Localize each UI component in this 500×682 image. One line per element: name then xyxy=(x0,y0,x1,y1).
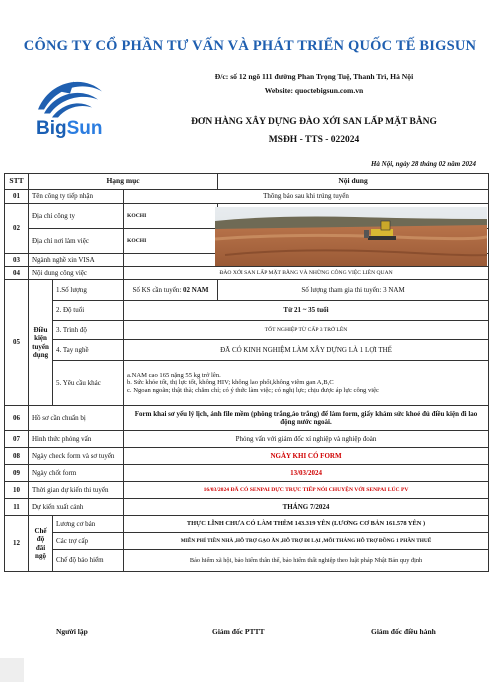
row-item: Ngày chốt form xyxy=(29,465,124,482)
row-value: NGÀY KHI CÓ FORM xyxy=(124,448,489,465)
row-number: 06 xyxy=(5,406,29,431)
row-value: MIỄN PHÍ TIỀN NHÀ ,HỖ TRỢ GẠO ĂN ,HỖ TRỢ ĐI LẠI ,MỖI THÁNG HỖ TRỢ ĐỒNG 1 PHẦN THUẾ xyxy=(124,533,489,550)
row-item: Dự kiến xuất cảnh xyxy=(29,499,124,516)
row-value: Thông báo sau khi trúng tuyển xyxy=(124,190,489,204)
row-item: Nội dung công việc xyxy=(29,267,124,280)
row-value: 13/03/2024 xyxy=(124,465,489,482)
company-website: Website: quoctebigsun.com.vn xyxy=(264,86,364,95)
row-item: Ngày check form và sơ tuyển xyxy=(29,448,124,465)
requirement-line: b. Sức khỏe tốt, thị lực tốt, không HIV; không lao phổi,không viêm gan A,B,C xyxy=(127,379,334,387)
group-label: Chế độ đãi ngộ xyxy=(29,516,53,572)
row-number: 12 xyxy=(5,516,29,572)
sub-item: 1.Số lượng xyxy=(53,280,124,301)
row-number: 08 xyxy=(5,448,29,465)
row-number: 05 xyxy=(5,280,29,406)
header-stt: STT xyxy=(5,174,29,190)
sub-item: Lương cơ bản xyxy=(53,516,124,533)
row-value: ĐÃ CÓ KINH NGHIỆM LÀM XÂY DỰNG LÀ 1 LỢI THẾ xyxy=(124,340,489,361)
row-value xyxy=(124,361,489,406)
header-content: Nội dung xyxy=(218,174,489,190)
sub-item: 3. Trình độ xyxy=(53,321,124,340)
signature-preparer: Người lập xyxy=(56,627,88,636)
requirement-line: a.NAM cao 165 nặng 55 kg trở lên. xyxy=(127,371,221,379)
row-number: 03 xyxy=(5,254,29,267)
row-number: 02 xyxy=(5,204,29,254)
row-item: Địa chỉ nơi làm việc xyxy=(29,229,124,254)
row-item: Thời gian dự kiến thi tuyển xyxy=(29,482,124,499)
row-value: Bảo hiểm xã hội, bảo hiểm thân thể, bảo hiểm thất nghiệp theo luật pháp Nhật Bản quy định xyxy=(124,550,489,572)
row-item: Ngành nghề xin VISA xyxy=(29,254,124,267)
company-address: Đ/c: số 12 ngõ 111 đường Phan Trọng Tuệ, Thanh Trì, Hà Nội xyxy=(214,72,414,81)
row-number: 10 xyxy=(5,482,29,499)
row-number: 01 xyxy=(5,190,29,204)
quota-value: 02 NAM xyxy=(183,285,209,294)
row-value: KOCHI xyxy=(124,204,218,229)
signature-executive-director: Giám đốc điều hành xyxy=(371,627,436,636)
logo-text-sun: Sun xyxy=(66,118,103,139)
row-item: Tên công ty tiếp nhận xyxy=(29,190,124,204)
sub-item: 5. Yêu cầu khác xyxy=(53,361,124,406)
row-value: 16/03/2024 ĐÃ CÓ SENPAI DỰC TRỰC TIẾP NÓI CHUYỆN VỚI SENPAI LÚC PV xyxy=(124,482,489,499)
row-value: Từ 21 ~ 35 tuổi xyxy=(124,301,489,321)
row-value: Phỏng vấn với giám đốc xí nghiệp và nghiệp đoàn xyxy=(124,431,489,448)
sub-item: Các trợ cấp xyxy=(53,533,124,550)
row-value: THÁNG 7/2024 xyxy=(124,499,489,516)
row-number: 04 xyxy=(5,267,29,280)
company-name: CÔNG TY CỔ PHẦN TƯ VẤN VÀ PHÁT TRIỂN QUỐC TẾ BIGSUN xyxy=(23,38,477,54)
row-value: ĐÀO XỚI SAN LẤP MẶT BẰNG VÀ NHỮNG CÔNG VIỆC LIÊN QUAN xyxy=(124,267,489,280)
document-title: ĐƠN HÀNG XÂY DỰNG ĐÀO XỚI SAN LẤP MẶT BẰNG xyxy=(191,117,437,127)
row-value: KOCHI xyxy=(124,229,218,254)
row-number: 09 xyxy=(5,465,29,482)
sub-item: Chế độ bảo hiểm xyxy=(53,550,124,572)
construction-site-photo xyxy=(215,207,487,266)
document-date: Hà Nội, ngày 28 tháng 02 năm 2024 xyxy=(370,160,476,168)
row-item: Hồ sơ cần chuẩn bị xyxy=(29,406,124,431)
row-value xyxy=(124,280,218,301)
logo-wordmark xyxy=(36,118,103,140)
sub-item: 2. Độ tuổi xyxy=(53,301,124,321)
group-label: Điều kiện tuyển dụng xyxy=(29,280,53,406)
quota-label: Số KS cần tuyển: xyxy=(132,285,184,294)
requirement-line: c. Ngoan ngoãn; thật thà; chăm chỉ; có ý thức làm việc; có nghị lực; chịu được áp lực công việc xyxy=(127,386,379,394)
page-corner xyxy=(0,658,24,682)
row-item: Địa chỉ công ty xyxy=(29,204,124,229)
document-code: MSĐH - TTS - 022024 xyxy=(268,135,360,145)
row-value: Số lượng tham gia thi tuyển: 3 NAM xyxy=(218,280,489,301)
signature-pttt-director: Giám đốc PTTT xyxy=(212,627,265,636)
row-value: Form khai sơ yếu lý lịch, ảnh file mềm (phông trắng,áo trắng) để làm form, giấy khám sức khoẻ đủ điều kiện đi lao động nước ngoài. xyxy=(124,406,489,431)
row-item: Hình thức phỏng vấn xyxy=(29,431,124,448)
row-number: 11 xyxy=(5,499,29,516)
row-number: 07 xyxy=(5,431,29,448)
sub-item: 4. Tay nghề xyxy=(53,340,124,361)
row-value: TỐT NGHIỆP TỪ CẤP 3 TRỞ LÊN xyxy=(124,321,489,340)
header-item: Hạng mục xyxy=(29,174,218,190)
logo-text-big: Big xyxy=(36,118,67,139)
row-value: THỰC LĨNH CHƯA CÓ LÀM THÊM 143.319 YÊN (LƯƠNG CƠ BẢN 161.578 YÊN ) xyxy=(124,516,489,533)
